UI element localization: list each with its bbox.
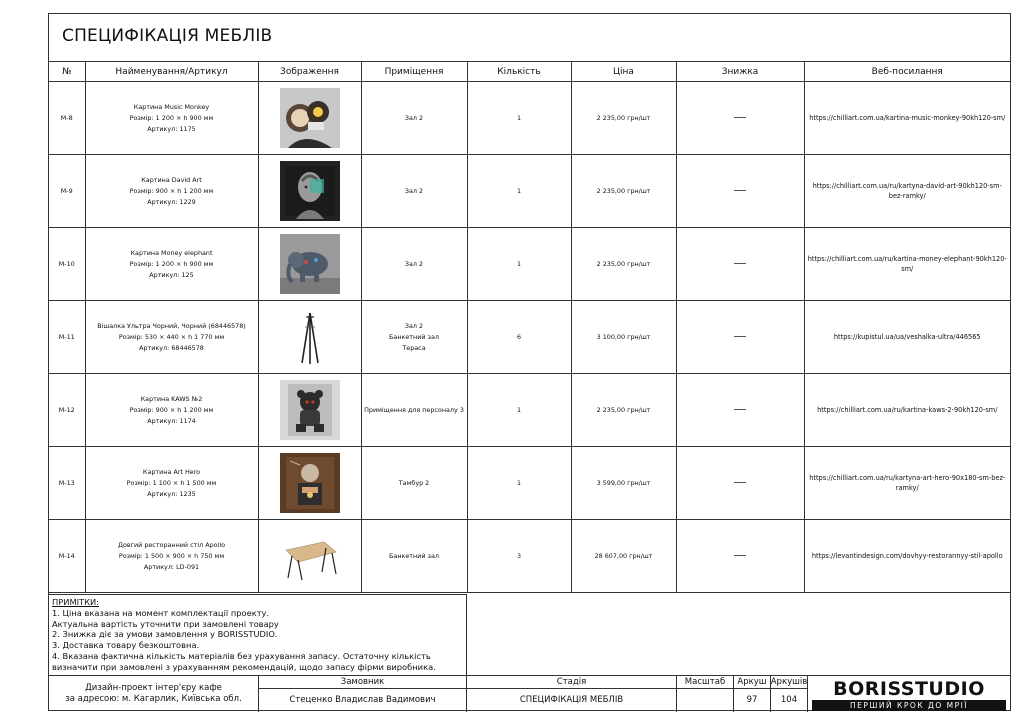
- item-article: Артикул: LD-091: [143, 562, 200, 571]
- room-line: Тераса: [402, 343, 426, 352]
- item-price: 2 235,00 грн/шт: [571, 155, 676, 228]
- note-line: 3. Доставка товару безкоштовна.: [52, 640, 200, 651]
- item-room: [361, 155, 467, 228]
- room-line: Банкетний зал: [389, 551, 439, 560]
- item-quantity: 1: [467, 447, 571, 520]
- header-discount: Знижка: [676, 62, 804, 82]
- project-info: [49, 676, 259, 712]
- brand-name: BORISSTUDIO: [833, 678, 985, 700]
- project-line-1: Дизайн-проект інтер'єру кафе: [85, 683, 222, 693]
- header-quantity: Кількість: [467, 62, 571, 82]
- item-quantity: 1: [467, 155, 571, 228]
- table-row: [49, 82, 1010, 155]
- item-size: Розмір: 1 200 × h 900 мм: [129, 113, 214, 122]
- sheets-label: Аркушів: [770, 677, 808, 687]
- item-image-cell: [258, 447, 361, 520]
- title-stamp: [49, 675, 1010, 712]
- header-price: Ціна: [571, 62, 676, 82]
- header-name: Найменування/Артикул: [85, 62, 258, 82]
- header-web-link: Веб-посилання: [804, 62, 1010, 82]
- room-line: Зал 2: [404, 186, 424, 195]
- item-room: [361, 374, 467, 447]
- table-row: [49, 520, 1010, 593]
- item-room: [361, 447, 467, 520]
- money-elephant-painting-thumbnail: [261, 234, 359, 294]
- item-name: Картина Music Monkey: [133, 102, 210, 111]
- item-name-cell: [85, 301, 258, 374]
- dash-icon: [734, 117, 746, 118]
- item-image-cell: [258, 155, 361, 228]
- project-line-2: за адресою: м. Кагарлик, Київська обл.: [65, 694, 242, 704]
- item-name-cell: [85, 374, 258, 447]
- item-quantity: 1: [467, 228, 571, 301]
- item-price: 28 607,00 грн/шт: [571, 520, 676, 593]
- item-room: [361, 228, 467, 301]
- item-room: [361, 82, 467, 155]
- item-article: Артикул: 1174: [147, 416, 196, 425]
- dash-icon: [734, 555, 746, 556]
- table-header: [49, 62, 1010, 82]
- row-number: М-11: [49, 301, 85, 374]
- brand-logo: [808, 676, 1010, 712]
- item-article: Артикул: 1229: [147, 197, 196, 206]
- customer-value: Стеценко Владислав Вадимович: [259, 688, 467, 712]
- david-art-painting-thumbnail: [261, 161, 359, 221]
- item-price: 3 100,00 грн/шт: [571, 301, 676, 374]
- room-line: Тамбур 2: [398, 478, 430, 487]
- item-web-link[interactable]: https://kupistul.ua/ua/veshalka-ultra/446565: [804, 301, 1010, 374]
- row-number: М-12: [49, 374, 85, 447]
- note-line: 1. Ціна вказана на момент комплектації проекту.: [52, 607, 270, 618]
- row-number: М-13: [49, 447, 85, 520]
- dash-icon: [734, 336, 746, 337]
- table-row: [49, 374, 1010, 447]
- row-number: М-9: [49, 155, 85, 228]
- room-line: Зал 2: [404, 113, 424, 122]
- item-name: Вішалка Ультра Чорний, Чорний (68446578): [97, 321, 246, 330]
- item-quantity: 1: [467, 82, 571, 155]
- row-number: М-10: [49, 228, 85, 301]
- item-article: Артикул: 68446578: [139, 343, 204, 352]
- note-line: 2. Знижка діє за умови замовлення у BORISSTUDIO.: [52, 629, 278, 640]
- header-room: Приміщення: [361, 62, 467, 82]
- header-image: Зображення: [258, 62, 361, 82]
- note-line: визначити при замовлені з урахуванням рекомендацій, щодо запасу фірми виробника.: [52, 661, 436, 672]
- item-name-cell: [85, 155, 258, 228]
- room-line: Банкетний зал: [389, 332, 439, 341]
- row-number: М-14: [49, 520, 85, 593]
- item-article: Артикул: 125: [149, 270, 194, 279]
- stage-value: СПЕЦИФІКАЦІЯ МЕБЛІВ: [467, 688, 677, 712]
- item-discount: [676, 82, 804, 155]
- note-line: Актуальна вартість уточнити при замовлені товару: [52, 618, 279, 629]
- item-size: Розмір: 530 × 440 × h 1 770 мм: [118, 332, 225, 341]
- item-name: Довгий ресторанний стіл Apollo: [117, 540, 226, 549]
- item-name-cell: [85, 447, 258, 520]
- item-discount: [676, 155, 804, 228]
- item-article: Артикул: 1175: [147, 124, 196, 133]
- table-row: [49, 447, 1010, 520]
- notes-block: [49, 594, 467, 675]
- item-price: 2 235,00 грн/шт: [571, 82, 676, 155]
- item-image-cell: [258, 82, 361, 155]
- row-number: М-8: [49, 82, 85, 155]
- item-price: 3 599,00 грн/шт: [571, 447, 676, 520]
- item-image-cell: [258, 228, 361, 301]
- table-row: [49, 301, 1010, 374]
- item-discount: [676, 228, 804, 301]
- room-line: Приміщення для персоналу 3: [364, 405, 464, 414]
- item-web-link[interactable]: https://levantindesign.com/dovhyy-restorannyy-stil-apollo: [804, 520, 1010, 593]
- item-image-cell: [258, 301, 361, 374]
- item-size: Розмір: 1 200 × h 900 мм: [129, 259, 214, 268]
- item-name: Картина David Art: [141, 175, 202, 184]
- scale-label: Масштаб: [677, 676, 734, 688]
- music-monkey-painting-thumbnail: [261, 88, 359, 148]
- item-size: Розмір: 900 × h 1 200 мм: [129, 405, 214, 414]
- room-line: Зал 2: [404, 321, 424, 330]
- item-article: Артикул: 1235: [147, 489, 196, 498]
- sheet-label: Аркуш: [734, 676, 771, 688]
- item-name: Картина KAWS №2: [140, 394, 203, 403]
- item-quantity: 6: [467, 301, 571, 374]
- item-web-link[interactable]: https://chilliart.com.ua/ru/kartina-kaws-2-90kh120-sm/: [804, 374, 1010, 447]
- item-price: 2 235,00 грн/шт: [571, 374, 676, 447]
- item-image-cell: [258, 374, 361, 447]
- scale-value: [677, 688, 734, 712]
- note-line: 4. Вказана фактична кількість матеріалів без урахування запасу. Остаточну кількість: [52, 650, 431, 661]
- item-image-cell: [258, 520, 361, 593]
- table-row: [49, 155, 1010, 228]
- item-quantity: 3: [467, 520, 571, 593]
- sheets-value: 104: [771, 688, 808, 712]
- dash-icon: [734, 190, 746, 191]
- dash-icon: [734, 409, 746, 410]
- stage-label: Стадія: [467, 676, 677, 688]
- item-size: Розмір: 1 100 × h 1 500 мм: [126, 478, 217, 487]
- item-name-cell: [85, 520, 258, 593]
- item-name: Картина Art Hero: [142, 467, 201, 476]
- apollo-table-thumbnail: [261, 526, 359, 586]
- item-price: 2 235,00 грн/шт: [571, 228, 676, 301]
- brand-slogan: ПЕРШИЙ КРОК ДО МРІЇ: [812, 700, 1006, 711]
- item-name-cell: [85, 228, 258, 301]
- item-name: Картина Money elephant: [130, 248, 213, 257]
- item-web-link[interactable]: https://chilliart.com.ua/ru/kartyna-art-hero-90x180-sm-bez-ramky/: [804, 447, 1010, 520]
- item-discount: [676, 520, 804, 593]
- item-room: [361, 520, 467, 593]
- item-room: [361, 301, 467, 374]
- item-web-link[interactable]: https://chilliart.com.ua/kartina-music-monkey-90kh120-sm/: [804, 82, 1010, 155]
- room-line: Зал 2: [404, 259, 424, 268]
- header-number: №: [49, 62, 85, 82]
- item-web-link[interactable]: https://chilliart.com.ua/ru/kartina-money-elephant-90kh120-sm/: [804, 228, 1010, 301]
- art-hero-painting-thumbnail: [261, 453, 359, 513]
- dash-icon: [734, 482, 746, 483]
- item-discount: [676, 301, 804, 374]
- customer-label: Замовник: [259, 676, 467, 688]
- item-size: Розмір: 1 500 × 900 × h 750 мм: [118, 551, 225, 560]
- spec-sheet: [48, 13, 1011, 711]
- dash-icon: [734, 263, 746, 264]
- notes-heading: ПРИМІТКИ:: [52, 597, 100, 607]
- item-web-link[interactable]: https://chilliart.com.ua/ru/kartyna-david-art-90kh120-sm-bez-ramky/: [804, 155, 1010, 228]
- table-row: [49, 228, 1010, 301]
- item-discount: [676, 374, 804, 447]
- coat-rack-thumbnail: [261, 307, 359, 367]
- page-title: СПЕЦИФІКАЦІЯ МЕБЛІВ: [62, 26, 273, 46]
- item-size: Розмір: 900 × h 1 200 мм: [129, 186, 214, 195]
- item-name-cell: [85, 82, 258, 155]
- title-block: [49, 14, 1010, 62]
- sheet-value: 97: [734, 688, 771, 712]
- item-quantity: 1: [467, 374, 571, 447]
- item-discount: [676, 447, 804, 520]
- kaws-painting-thumbnail: [261, 380, 359, 440]
- spec-table: [49, 61, 1010, 593]
